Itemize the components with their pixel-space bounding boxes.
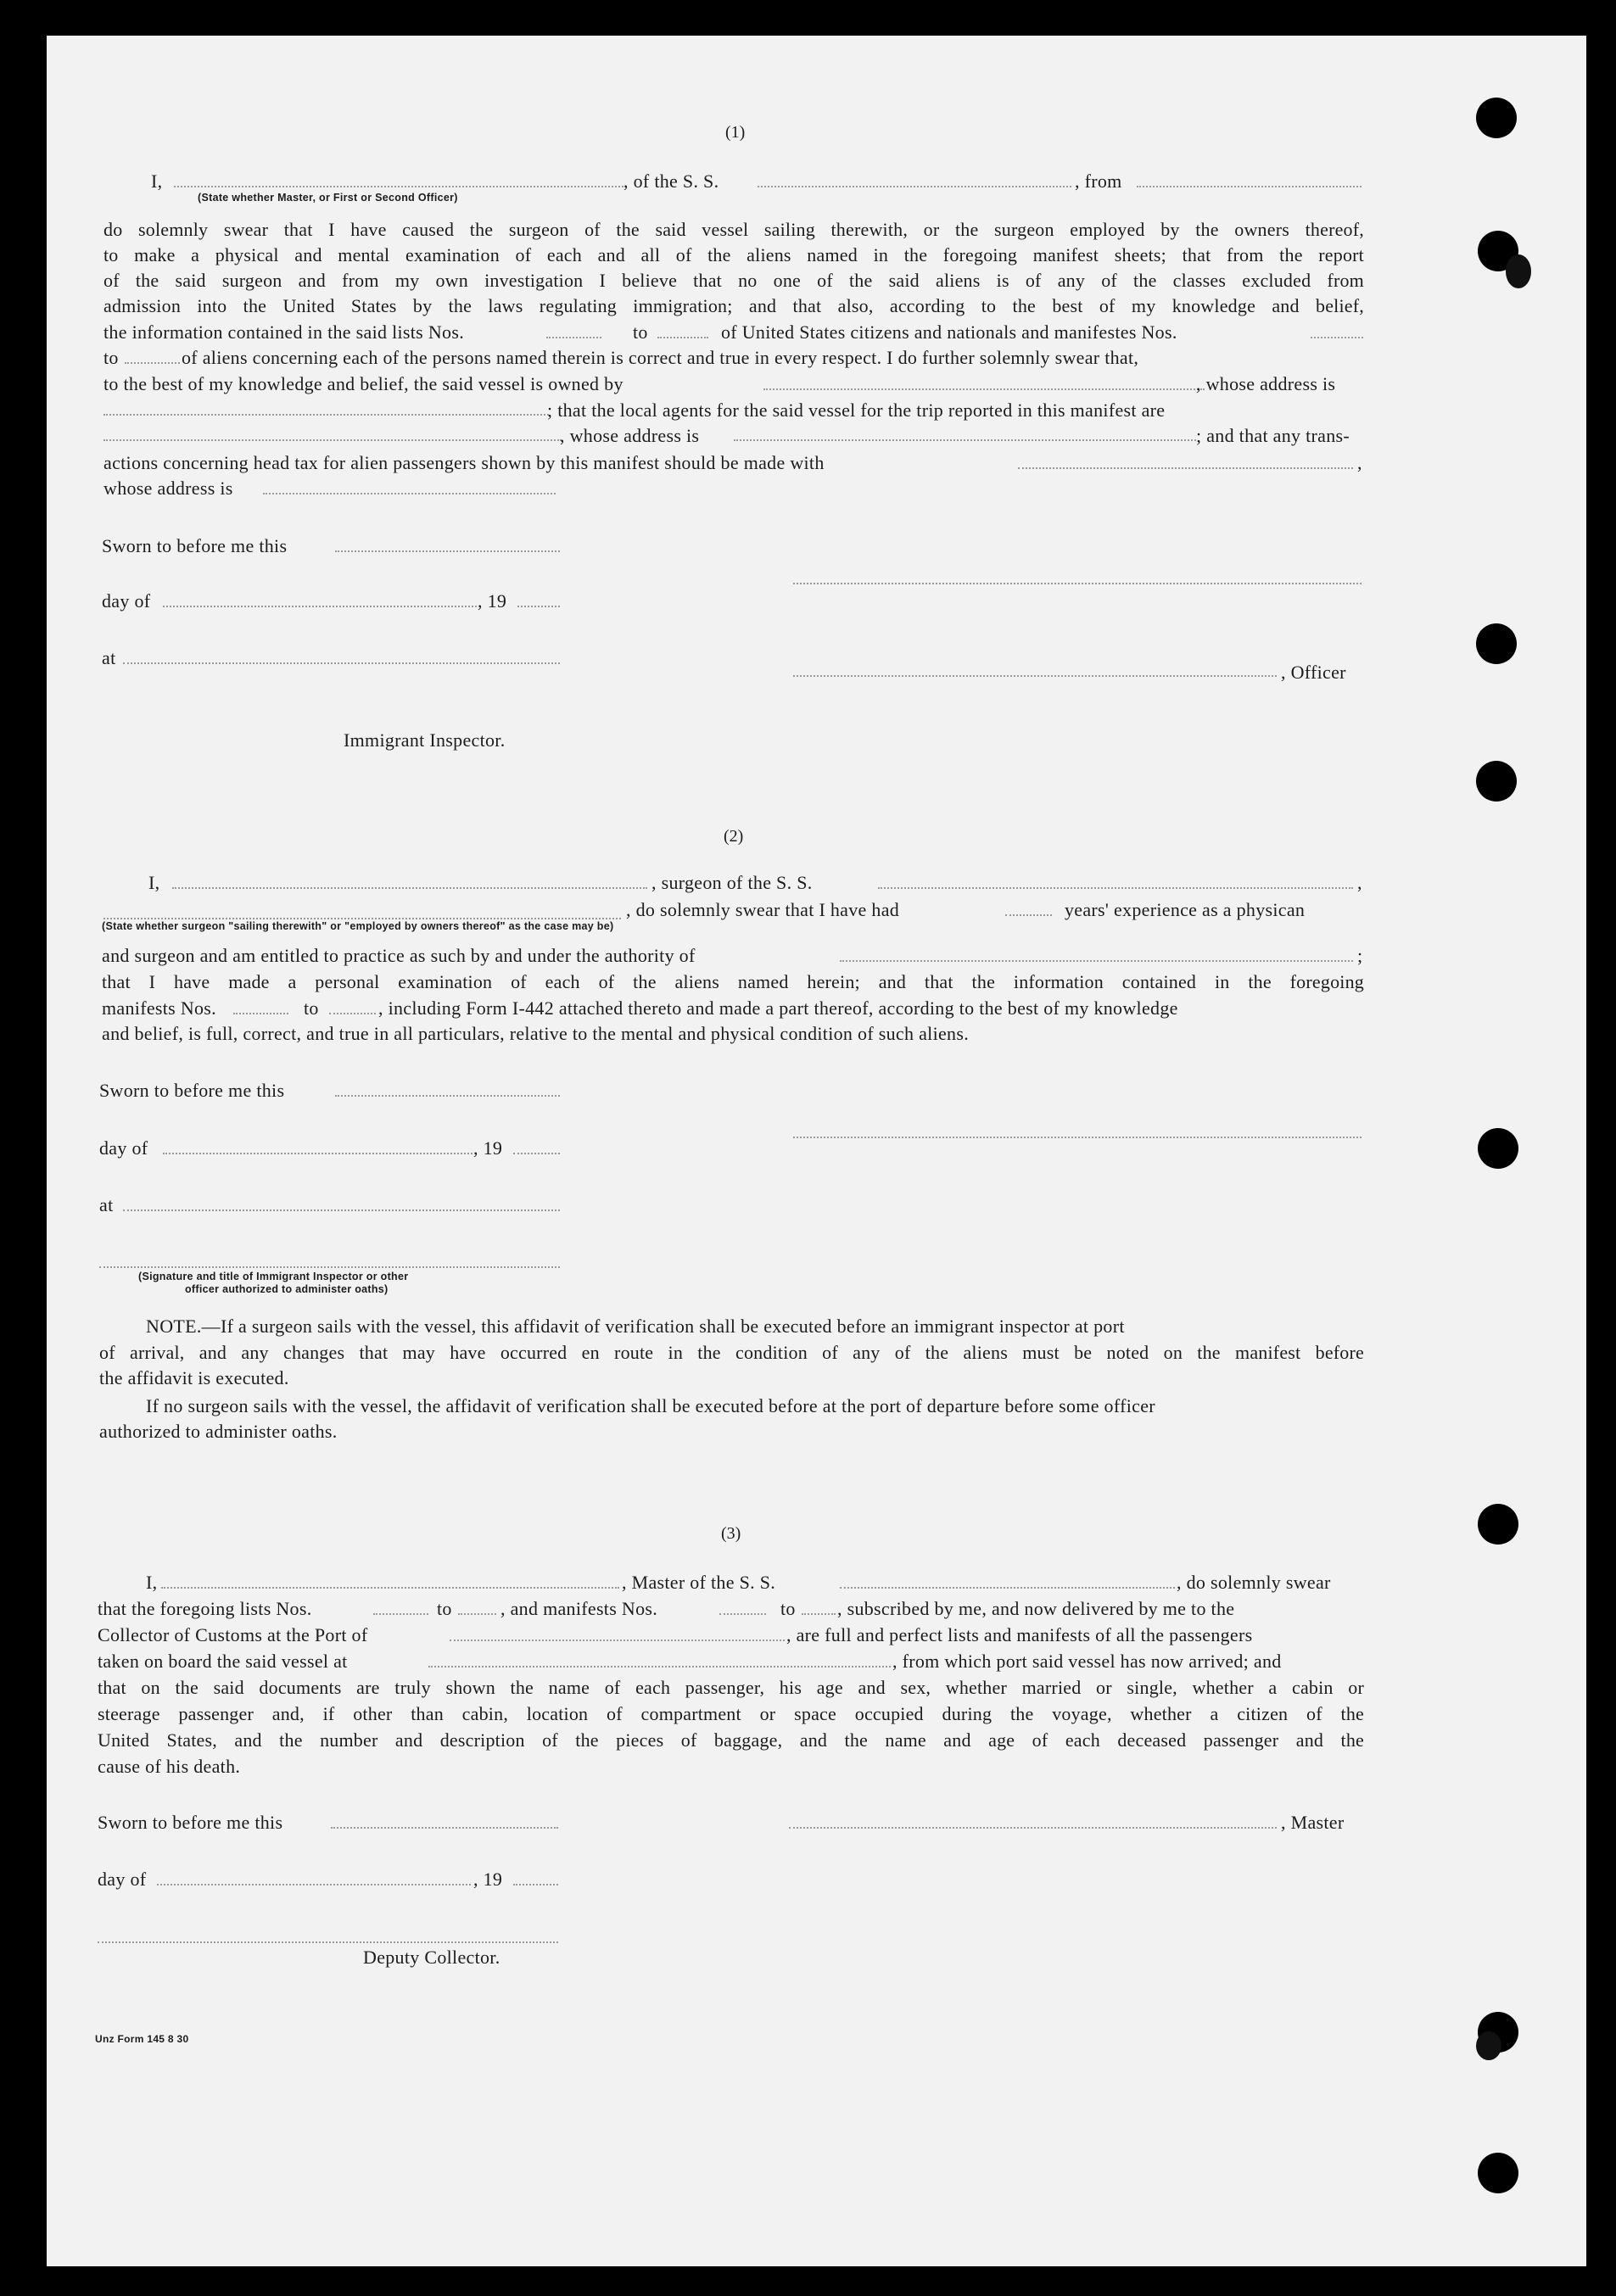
s2-years-experience: years' experience as a physican bbox=[1065, 899, 1306, 920]
punch-hole bbox=[1478, 2153, 1518, 2193]
s1-whose-address: whose address is bbox=[103, 478, 233, 499]
s3-para-line: United States, and the number and description of the pieces of baggage, and the name and age of each deceased passenger and the bbox=[98, 1729, 1364, 1751]
s1-sworn: Sworn to before me this bbox=[102, 535, 288, 556]
form-page bbox=[47, 36, 1586, 2266]
s2-form-i442: , including Form I-442 attached thereto and made a part thereof, according to the best of my knowledge bbox=[378, 997, 1178, 1019]
section-3-number: (3) bbox=[721, 1524, 741, 1543]
blank-sworn-day bbox=[335, 550, 560, 552]
s3-death: cause of his death. bbox=[98, 1756, 241, 1777]
s1-of-ss: , of the S. S. bbox=[623, 170, 719, 192]
blank-agents-address bbox=[734, 439, 1196, 441]
blank-officer-name bbox=[174, 186, 623, 187]
s2-at: at bbox=[99, 1194, 114, 1215]
blank-sworn-day-2 bbox=[335, 1095, 560, 1097]
blank-manifest-from bbox=[1311, 337, 1363, 338]
ink-smudge bbox=[1476, 2031, 1501, 2060]
s2-year: , 19 bbox=[473, 1137, 503, 1159]
blank-at-place-2 bbox=[123, 1209, 560, 1211]
s3-to-2: to bbox=[780, 1598, 796, 1619]
s1-transactions: ; and that any trans- bbox=[1196, 425, 1350, 446]
s3-i: I, bbox=[146, 1572, 158, 1593]
s1-aliens-correct: of aliens concerning each of the persons named therein is correct and true in every respect. I do further solemnly swear that, bbox=[182, 347, 1139, 368]
s3-collector: Collector of Customs at the Port of bbox=[98, 1624, 368, 1645]
blank-manifests-to-3 bbox=[802, 1613, 836, 1615]
blank-deputy-signature bbox=[98, 1941, 558, 1943]
s1-owner-address-label: , whose address is bbox=[1196, 373, 1336, 394]
s1-to-2: to bbox=[103, 347, 119, 368]
s2-note-para: of arrival, and any changes that may have occurred en route in the condition of any of the aliens must be noted on the manifest before bbox=[99, 1342, 1364, 1363]
blank-officer-signature bbox=[793, 675, 1277, 677]
blank-year-2 bbox=[513, 1153, 560, 1154]
blank-at-place bbox=[123, 662, 560, 664]
s1-comma: , bbox=[1357, 452, 1362, 473]
s2-to: to bbox=[304, 997, 319, 1019]
s3-day-of: day of bbox=[98, 1869, 147, 1890]
punch-hole bbox=[1478, 1128, 1518, 1169]
blank-authority bbox=[840, 960, 1353, 962]
s2-sig-note: officer authorized to administer oaths) bbox=[185, 1283, 389, 1295]
blank-surgeon-name bbox=[172, 887, 647, 889]
punch-hole bbox=[1476, 98, 1517, 138]
blank-month-2 bbox=[163, 1153, 472, 1154]
blank-ship-name bbox=[758, 186, 1071, 187]
punch-hole bbox=[1476, 623, 1517, 664]
s1-para-line: admission into the United States by the laws regulating immigration; and that also, according to the best of my knowledge and belief, bbox=[103, 295, 1364, 316]
s2-sworn: Sworn to before me this bbox=[99, 1080, 285, 1101]
s3-taken-on-board: taken on board the said vessel at bbox=[98, 1651, 348, 1672]
s1-at: at bbox=[102, 647, 116, 668]
blank-ship-name-3 bbox=[840, 1587, 1175, 1589]
s2-have-had: , do solemnly swear that I have had bbox=[626, 899, 900, 920]
blank-departure-port bbox=[428, 1666, 891, 1668]
blank-year bbox=[517, 606, 560, 607]
s3-subscribed: , subscribed by me, and now delivered by me to the bbox=[837, 1598, 1235, 1619]
s1-lists-nos: the information contained in the said lists Nos. bbox=[103, 321, 464, 343]
form-number: Unz Form 145 8 30 bbox=[95, 2033, 189, 2045]
section-2-number: (2) bbox=[724, 827, 744, 846]
blank-signature-2 bbox=[793, 1137, 1362, 1138]
s3-para-line: steerage passenger and, if other than cabin, location of compartment or space occupied during the voyage, whether a citizen of the bbox=[98, 1703, 1364, 1724]
s1-agents-address-label: , whose address is bbox=[560, 425, 700, 446]
s1-year: , 19 bbox=[478, 590, 507, 612]
blank-master-name bbox=[161, 1587, 619, 1589]
s1-owned-by: to the best of my knowledge and belief, the said vessel is owned by bbox=[103, 373, 623, 394]
blank-head-tax-address bbox=[263, 493, 556, 494]
s1-local-agents: ; that the local agents for the said vessel for the trip reported in this manifest are bbox=[547, 399, 1166, 421]
s1-officer: , Officer bbox=[1281, 662, 1346, 683]
blank-signature bbox=[793, 583, 1362, 584]
section-1-number: (1) bbox=[725, 123, 746, 142]
s2-comma: , bbox=[1357, 872, 1362, 893]
s3-para-line: that on the said documents are truly shown the name of each passenger, his age and sex, whether married or single, whether a cabin or bbox=[98, 1677, 1364, 1698]
s1-para-line: do solemnly swear that I have caused the surgeon of the said vessel sailing therewith, or the surgeon employed by the owners thereof, bbox=[103, 219, 1364, 240]
blank-master-signature bbox=[789, 1827, 1277, 1829]
blank-owner-address bbox=[103, 414, 549, 416]
blank-manifest-to-2 bbox=[329, 1013, 376, 1014]
s2-day-of: day of bbox=[99, 1137, 148, 1159]
s2-surgeon-of-ss: , surgeon of the S. S. bbox=[651, 872, 813, 893]
s1-para-line: to make a physical and mental examination of each and all of the aliens named in the foregoing manifest sheets; that from the report bbox=[103, 244, 1364, 265]
blank-year-3 bbox=[513, 1884, 558, 1885]
s2-note-para: NOTE.—If a surgeon sails with the vessel, this affidavit of verification shall be executed before an immigrant inspector at port bbox=[146, 1316, 1125, 1337]
blank-manifest-to bbox=[125, 362, 180, 364]
ink-smudge bbox=[1506, 254, 1531, 288]
blank-lists-to-3 bbox=[458, 1613, 496, 1615]
s1-head-tax: actions concerning head tax for alien passengers shown by this manifest should be made with bbox=[103, 452, 825, 473]
blank-lists-from-3 bbox=[373, 1613, 428, 1615]
s2-i: I, bbox=[148, 872, 160, 893]
s1-citizens: of United States citizens and nationals and manifestes Nos. bbox=[721, 321, 1177, 343]
blank-month bbox=[163, 606, 477, 607]
s3-sworn: Sworn to before me this bbox=[98, 1812, 283, 1833]
blank-list-to bbox=[657, 337, 708, 338]
s1-i: I, bbox=[151, 170, 163, 192]
s3-to: to bbox=[437, 1598, 452, 1619]
s1-para-line: of the said surgeon and from my own investigation I believe that no one of the said aliens is of any of the classes excluded from bbox=[103, 270, 1364, 291]
s1-from: , from bbox=[1075, 170, 1122, 192]
s2-sig-note: (Signature and title of Immigrant Inspector or other bbox=[138, 1271, 409, 1282]
s2-note: (State whether surgeon "sailing therewith" or "employed by owners thereof" as the case may be) bbox=[102, 920, 614, 932]
blank-from-port bbox=[1137, 186, 1362, 187]
s3-deputy-collector: Deputy Collector. bbox=[363, 1947, 500, 1968]
s1-to: to bbox=[633, 321, 648, 343]
blank-years bbox=[1005, 914, 1052, 916]
s3-master-of-ss: , Master of the S. S. bbox=[622, 1572, 776, 1593]
s1-immigrant-inspector: Immigrant Inspector. bbox=[344, 729, 506, 751]
s1-note: (State whether Master, or First or Second Officer) bbox=[198, 192, 458, 204]
s3-swear: , do solemnly swear bbox=[1177, 1572, 1331, 1593]
s2-note-para: the affidavit is executed. bbox=[99, 1367, 289, 1388]
s2-para-line: that I have made a personal examination of each of the aliens named herein; and that the information contained in the foregoing bbox=[102, 971, 1364, 992]
blank-manifests-from-3 bbox=[719, 1613, 766, 1615]
s3-arrived: , from which port said vessel has now arrived; and bbox=[892, 1651, 1282, 1672]
s3-full-lists: , are full and perfect lists and manifests of all the passengers bbox=[786, 1624, 1253, 1645]
blank-sworn-day-3 bbox=[331, 1827, 558, 1829]
blank-agents bbox=[103, 439, 562, 441]
s3-year: , 19 bbox=[473, 1869, 503, 1890]
s2-belief: and belief, is full, correct, and true in all particulars, relative to the mental and physical condition of such aliens. bbox=[102, 1023, 970, 1044]
blank-surgeon-role bbox=[103, 918, 621, 919]
s3-master: , Master bbox=[1281, 1812, 1345, 1833]
s2-note-para: If no surgeon sails with the vessel, the affidavit of verification shall be executed before at the port of departure before some officer bbox=[146, 1395, 1155, 1416]
blank-inspector-signature bbox=[99, 1266, 560, 1268]
blank-manifest-from-2 bbox=[233, 1013, 288, 1014]
punch-hole bbox=[1478, 1504, 1518, 1545]
blank-head-tax-party bbox=[1018, 467, 1353, 469]
punch-hole bbox=[1476, 761, 1517, 802]
s3-manifests: , and manifests Nos. bbox=[500, 1598, 658, 1619]
s2-authority: and surgeon and am entitled to practice as such by and under the authority of bbox=[102, 945, 696, 966]
s2-manifests-nos: manifests Nos. bbox=[102, 997, 216, 1019]
s3-lists-nos: that the foregoing lists Nos. bbox=[98, 1598, 312, 1619]
blank-month-3 bbox=[157, 1884, 471, 1885]
blank-ship-name-2 bbox=[878, 887, 1353, 889]
s1-day-of: day of bbox=[102, 590, 151, 612]
blank-owner bbox=[763, 388, 1205, 390]
s2-note-para: authorized to administer oaths. bbox=[99, 1421, 338, 1442]
s2-semicolon: ; bbox=[1357, 945, 1363, 966]
blank-port bbox=[450, 1640, 785, 1641]
blank-list-from bbox=[546, 337, 601, 338]
